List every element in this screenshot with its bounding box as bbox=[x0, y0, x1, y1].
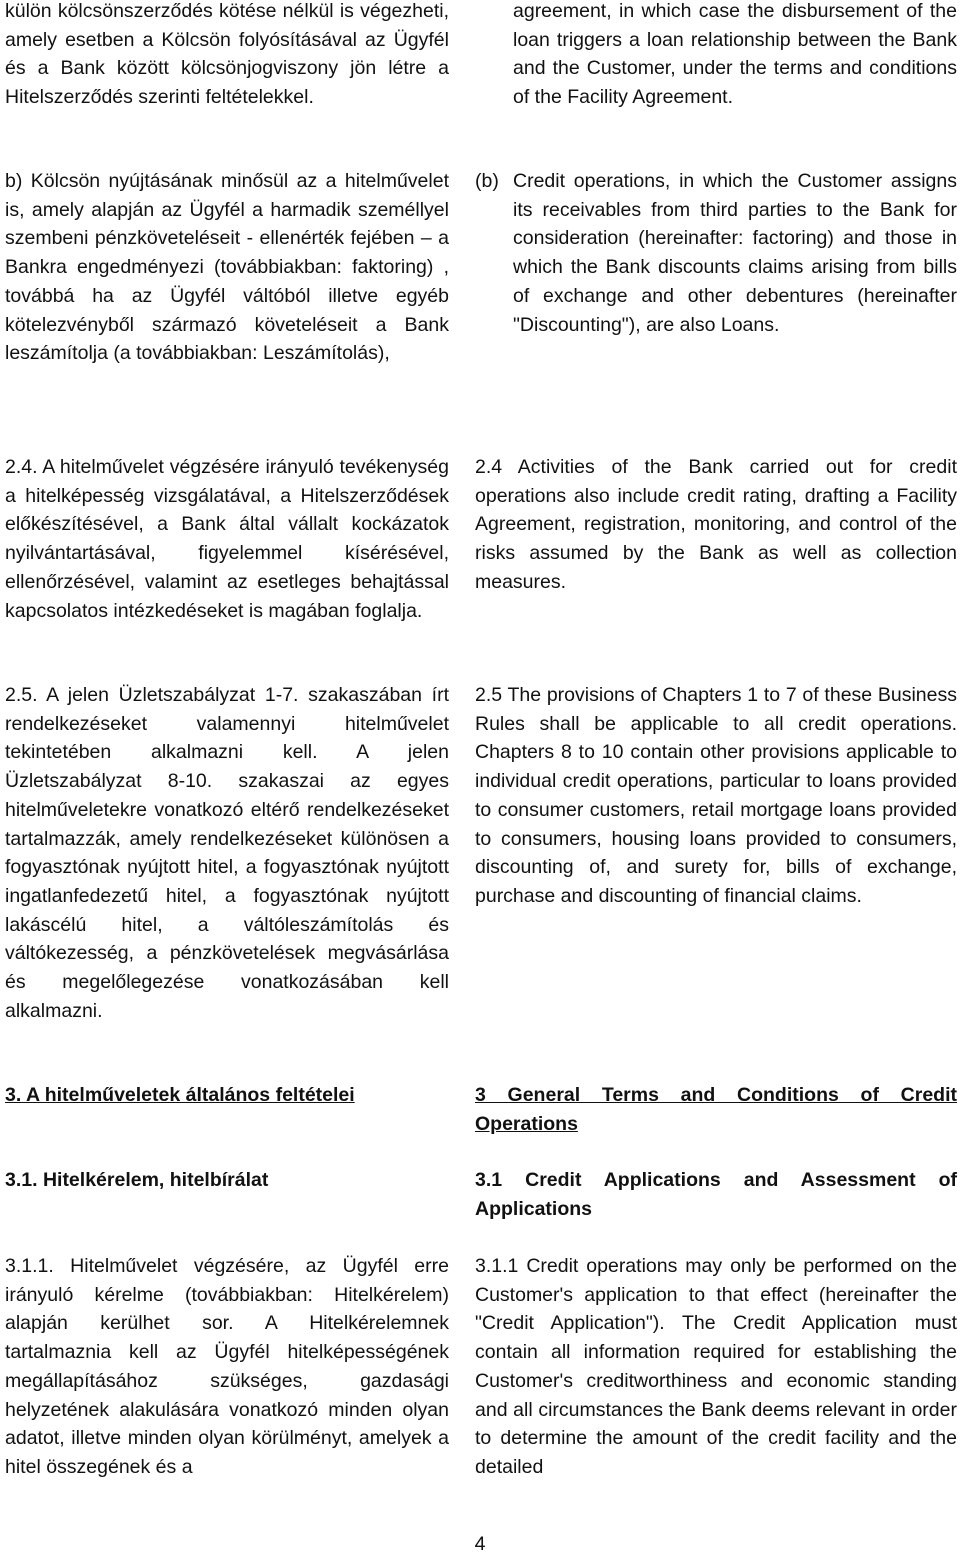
en-paragraph-3-1-1: 3.1.1 Credit operations may only be performed on the Customer's application to that effect (hereinafter the "Credit Application"). The Credit Application must contain all information required for establishing the Customer's creditworthiness and economic standing and all circumstances the Bank deems relevant in order to determine the amount of the credit facility and the detailed bbox=[475, 1255, 957, 1478]
page-number: 4 bbox=[474, 1533, 486, 1555]
en-paragraph-2-5: 2.5 The provisions of Chapters 1 to 7 of these Business Rules shall be applicable to all credit operations. Chapters 8 to 10 contain other provisions applicable to individual credit operations, particular to loans provided to consumer customers, retail mortgage loans provided to consumers, housing loans provided to consumers, discounting of, and surety for, bills of exchange, purchase and discounting of financial claims. bbox=[475, 684, 957, 907]
hu-paragraph-2-4: 2.4. A hitelművelet végzésére irányuló tevékenység a hitelképesség vizsgálatával, a Hitelszerződések előkészítésével, a Bank által vállalt kockázatok nyilvántartásával, figyelemmel kísérésével, ellenőrzésével, valamint az esetleges behajtással kapcsolatos intézkedéseket is magában foglalja. bbox=[5, 456, 449, 622]
en-paragraph-2-4: 2.4 Activities of the Bank carried out for credit operations also include credit rating, drafting a Facility Agreement, registration, monitoring, and control of the risks assumed by the Bank as well as collection measures. bbox=[475, 456, 957, 593]
en-paragraph-continuation: agreement, in which case the disbursement of the loan triggers a loan relationship between the Bank and the Customer, under the terms and conditions of the Facility Agreement. bbox=[513, 0, 957, 109]
hu-heading-3: 3. A hitelműveletek általános feltételei bbox=[5, 1084, 355, 1106]
en-paragraph-b: Credit operations, in which the Customer assigns its receivables from third parties to the Bank for consideration (hereinafter: factoring) and those in which the Bank discounts claims arising from bills of exchange and other debentures (hereinafter "Discounting"), are also Loans. bbox=[513, 170, 957, 336]
hu-paragraph-b: b) Kölcsön nyújtásának minősül az a hitelművelet is, amely alapján az Ügyfél a harmadik személlyel szembeni pénzköveteléseit - ellenérték fejében – a Bankra engedményezi (továbbiakban: faktoring) , továbbá ha az Ügyfél váltóból illetve egyéb kötelezvényből származó követeléseit a Bank leszámítolja (a továbbiakban: Leszámítolás), bbox=[5, 170, 449, 365]
en-paragraph-b-label: (b) bbox=[475, 170, 499, 192]
hu-paragraph-3-1-1: 3.1.1. Hitelművelet végzésére, az Ügyfél erre irányuló kérelme (továbbiakban: Hitelkérelem) alapján kerülhet sor. A Hitelkérelemnek tartalmaznia kell az Ügyfél hitelképességének megállapításához szükséges, gazdasági helyzetének alakulására vonatkozó minden olyan adatot, illetve minden olyan körülményt, amelyek a hitel összegének és a bbox=[5, 1255, 449, 1478]
hu-paragraph-2-5: 2.5. A jelen Üzletszabályzat 1-7. szakaszában írt rendelkezéseket valamennyi hitelművelet tekintetében alkalmazni kell. A jelen Üzletszabályzat 8-10. szakaszai az egyes hitelműveletekre vonatkozó eltérő rendelkezéseket tartalmazzák, amely rendelkezéseket különösen a fogyasztónak nyújtott hitel, a fogyasztónak nyújtott ingatlanfedezetű hitel, a fogyasztónak nyújtott lakáscélú hitel, a váltóleszámítolás és váltókezesség, a pénzkövetelések megvásárlása és megelőlegezése vonatkozásában kell alkalmazni. bbox=[5, 684, 449, 1022]
en-heading-3: 3 General Terms and Conditions of Credit Operations bbox=[475, 1084, 957, 1135]
hu-paragraph-continuation: külön kölcsönszerződés kötése nélkül is végezheti, amely esetben a Kölcsön folyósításával az Ügyfél és a Bank között kölcsönjogviszony jön létre a Hitelszerződés szerinti feltételekkel. bbox=[5, 0, 449, 109]
en-heading-3-1: 3.1 Credit Applications and Assessment of Applications bbox=[475, 1169, 957, 1220]
hu-heading-3-1: 3.1. Hitelkérelem, hitelbírálat bbox=[5, 1169, 269, 1191]
